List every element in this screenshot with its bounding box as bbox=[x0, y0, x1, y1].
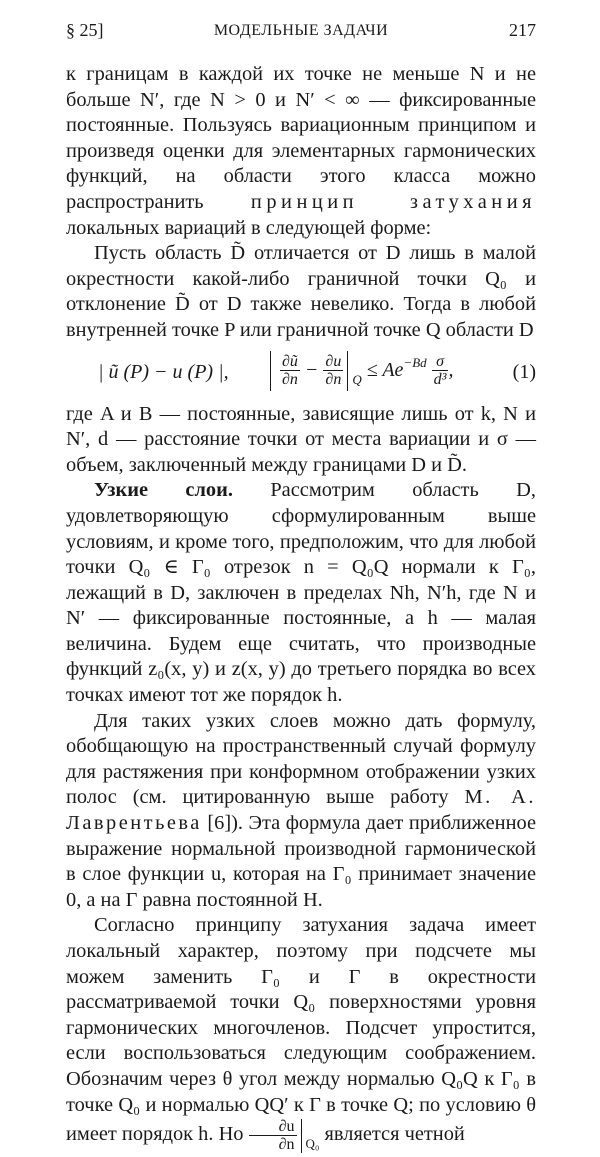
chapter-title: МОДЕЛЬНЫЕ ЗАДАЧИ bbox=[213, 22, 389, 39]
section-heading: Узкие слои. bbox=[94, 479, 233, 502]
section-marker: § 25] bbox=[66, 20, 104, 40]
author-name: М. А. Лаврентьева bbox=[66, 786, 536, 835]
running-header bbox=[66, 20, 536, 46]
page-body bbox=[66, 62, 536, 1157]
paragraph-2: Пусть область D̃ отличается от D лишь в малой окрестности какой-либо граничной точки Q₀ и отклонение D̃ от D также невелико. Тогда в любой внутренней точке P или граничной точке Q области D bbox=[66, 242, 536, 341]
fraction-sigma: $\frac{\sigma}{\text{d³}}$ bbox=[433, 353, 447, 389]
paragraph-3: где A и B — постоянные, зависящие лишь от k, N и N′, d — расстояние точки от места вариации и σ — объем, заключенный между границами D и D̃. bbox=[66, 402, 536, 476]
page-number: 217 bbox=[509, 20, 536, 40]
paragraph-1: к границам в каждой их точке не меньше N и не больше N′, где N > 0 и N′ < ∞ — фиксированные постоянные. Пользуясь вариационным принципом и произведя оценки для элементарных гармонических функций, на области этого класса можно распространить принцип затухания локальных вариаций в следующей форме: bbox=[66, 63, 536, 239]
equation-number: (1) bbox=[512, 360, 536, 383]
equation-derivative-diff: $\frac{\partial ũ}{\partial n}$ − $\frac{\partial u}{\partial n}$ $_Q \le Ae^{-Bd}$ $\frac{\sigma}{\text{d³}}$ , bbox=[266, 350, 453, 393]
equation-1 bbox=[66, 348, 536, 398]
emphasized-term: принцип затухания bbox=[250, 190, 536, 213]
fraction-du-dn: $\frac{\partial u}{\partial n}$ bbox=[249, 1118, 297, 1153]
paragraph-4: Узкие слои. Рассмотрим область D, удовлетворяющую сформулированным выше условиям, и кроме того, предположим, что для любой точки Q₀ ∈ Γ₀ отрезок n = Q₀Q нормали к Γ₀, лежащий в D, заключен в пределах Nh, N′h, где N и N′ — фиксированные постоянные, а h — малая величина. Будем еще считать, что производные функций z₀(x, y) и z(x, y) до третьего порядка во всех точках имеют тот же порядок h. bbox=[66, 479, 536, 707]
fraction-tilde: $\frac{\partial ũ}{\partial n}$ bbox=[282, 353, 298, 389]
fraction-plain: $\frac{\partial u}{\partial n}$ bbox=[325, 353, 342, 389]
equation-left: | ũ (P) − u (P) |, bbox=[98, 360, 229, 383]
paragraph-6: Согласно принципу затухания задача имеет локальный характер, поэтому при подсчете мы можем заменить Γ₀ и Γ в окрестности рассматриваемой точки Q₀ поверхностями уровня гармонических многочленов. Подсчет упростится, если воспользоваться следующим соображением. Обозначим через θ угол между нормалью Q₀Q к Γ₀ в точке Q₀ и нормалью QQ′ к Γ в точке Q; по условию θ имеет порядок h. Но $\frac{\partial u}{\partial n}$ $_{Q_0}$ является четной bbox=[66, 914, 536, 1154]
paragraph-5: Для таких узких слоев можно дать формулу, обобщающую на пространственный случай формулу для растяжения при конформном отображении узких полос (см. цитированную выше работу М. А. Лаврентьева [6]). Эта формула дает приближенное выражение нормальной производной гармонической в слое функции u, которая на Γ₀ принимает значение 0, а на Γ равна постоянной H. bbox=[66, 709, 536, 911]
